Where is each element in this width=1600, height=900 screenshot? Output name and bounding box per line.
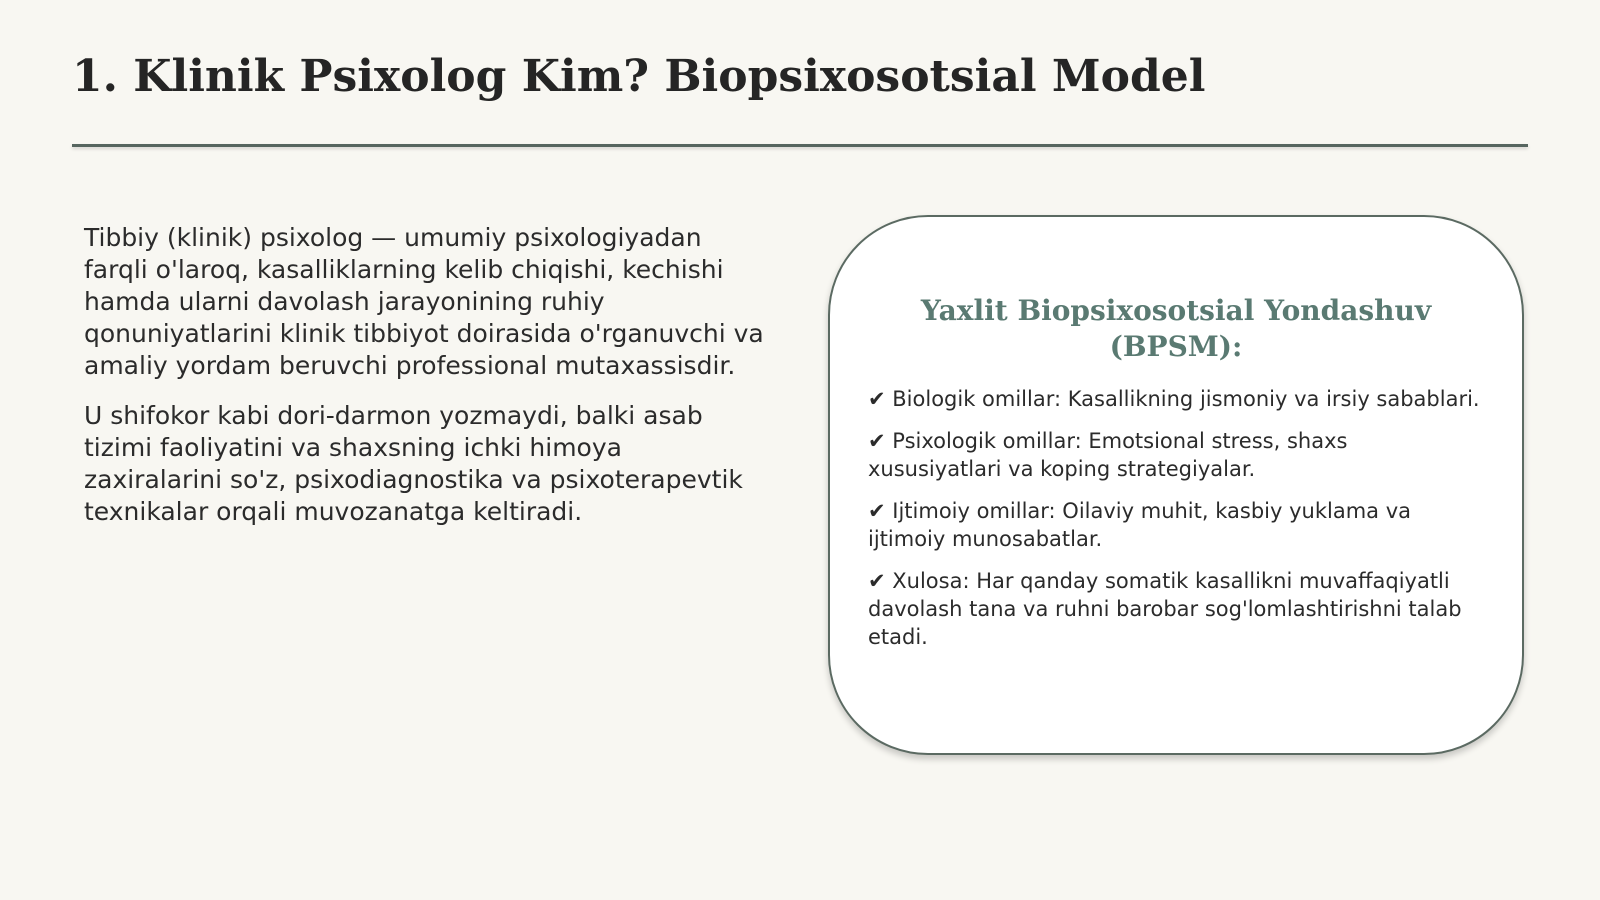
bpsm-card-title: Yaxlit Biopsixosotsial Yondashuv (BPSM): <box>920 294 1432 363</box>
bpsm-factor-list <box>868 385 1484 651</box>
factor-conclusion: ✔ Xulosa: Har qanday somatik kasallikni muvaffaqiyatli davolash tana va ruhni barobar sog'lomlashtirishni talab etadi. <box>868 569 1462 649</box>
intro-paragraph-2: U shifokor kabi dori-darmon yozmaydi, balki asab tizimi faoliyatini va shaxsning ichki himoya zaxiralarini so'z, psixodiagnostika va psixoterapevtik texnikalar orqali muvozanatga keltiradi. <box>84 401 743 526</box>
factor-social: ✔ Ijtimoiy omillar: Oilaviy muhit, kasbiy yuklama va ijtimoiy munosabatlar. <box>868 499 1411 551</box>
factor-biological: ✔ Biologik omillar: Kasallikning jismoniy va irsiy sabablari. <box>868 387 1480 411</box>
intro-text-block <box>84 222 764 546</box>
intro-paragraph-1: Tibbiy (klinik) psixolog — umumiy psixologiyadan farqli o'laroq, kasalliklarning kelib chiqishi, kechishi hamda ularni davolash jarayonining ruhiy qonuniyatlarini klinik tibbiyot doirasida o'rganuvchi va amaliy yordam beruvchi professional mutaxassisdir. <box>84 223 764 380</box>
slide-title: 1. Klinik Psixolog Kim? Biopsixosotsial Model <box>72 51 1206 102</box>
bpsm-card <box>828 215 1524 755</box>
factor-psychological: ✔ Psixologik omillar: Emotsional stress, shaxs xususiyatlari va koping strategiyalar. <box>868 429 1348 481</box>
title-divider <box>72 144 1528 147</box>
